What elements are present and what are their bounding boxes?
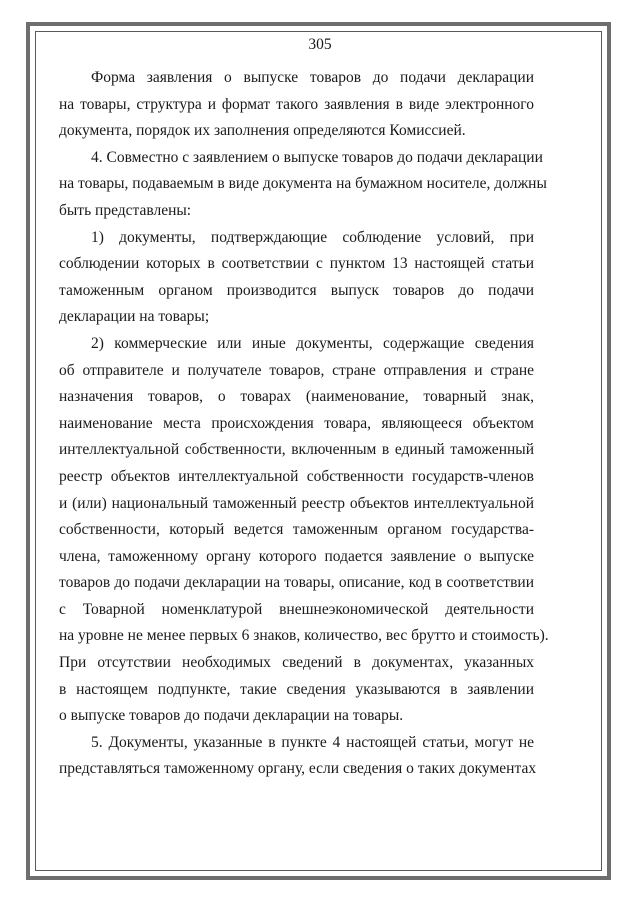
text-line: на товары, структура и формат такого заявления в виде электронного xyxy=(59,95,534,113)
paragraph xyxy=(59,65,534,145)
text-line: соблюдении которых в соответствии с пунктом 13 настоящей статьи xyxy=(59,255,534,273)
text-line: и (или) национальный таможенный реестр объектов интеллектуальной xyxy=(59,494,534,512)
text-line: 1) документы, подтверждающие соблюдение условий, при xyxy=(91,228,534,246)
text-line: таможенным органом производится выпуск товаров до подачи xyxy=(59,281,534,299)
paragraph xyxy=(59,225,534,331)
text-line: на уровне не менее первых 6 знаков, количество, вес брутто и стоимость). xyxy=(59,627,549,645)
text-line: 4. Совместно с заявлением о выпуске товаров до подачи декларации xyxy=(91,148,543,166)
text-line: интеллектуальной собственности, включенным в единый таможенный xyxy=(59,441,534,459)
text-line: с Товарной номенклатурой внешнеэкономической деятельности xyxy=(59,600,534,618)
text-line: в настоящем подпункте, такие сведения указываются в заявлении xyxy=(59,680,534,698)
text-line: о выпуске товаров до подачи декларации на товары. xyxy=(59,707,404,725)
text-line: 5. Документы, указанные в пункте 4 настоящей статьи, могут не xyxy=(91,733,534,751)
text-line: представляться таможенному органу, если сведения о таких документах xyxy=(59,760,537,778)
paragraph xyxy=(59,145,547,225)
text-line: собственности, который ведется таможенным органом государства- xyxy=(59,521,534,539)
text-line: назначения товаров, о товарах (наименование, товарный знак, xyxy=(59,388,534,406)
text-line: Форма заявления о выпуске товаров до подачи декларации xyxy=(91,69,534,86)
text-line: наименование места происхождения товара, являющееся объектом xyxy=(59,414,534,432)
document-body xyxy=(59,65,549,783)
text-line: реестр объектов интеллектуальной собственности государств-членов xyxy=(59,467,534,485)
text-line: 2) коммерческие или иные документы, содержащие сведения xyxy=(91,334,534,352)
text-line: на товары, подаваемым в виде документа на бумажном носителе, должны xyxy=(59,175,547,193)
paragraph xyxy=(59,730,537,783)
text-line: товаров до подачи декларации на товары, описание, код в соответствии xyxy=(59,574,534,592)
text-line: При отсутствии необходимых сведений в документах, указанных xyxy=(59,654,534,672)
text-line: быть представлены: xyxy=(59,201,192,219)
text-line: декларации на товары; xyxy=(59,308,210,326)
page-number: 305 xyxy=(308,36,332,53)
text-line: об отправителе и получателе товаров, стране отправления и стране xyxy=(59,361,534,379)
paragraph xyxy=(59,331,549,730)
text-line: члена, таможенному органу которого подается заявление о выпуске xyxy=(59,547,534,565)
text-line: документа, порядок их заполнения определяются Комиссией. xyxy=(59,122,466,140)
